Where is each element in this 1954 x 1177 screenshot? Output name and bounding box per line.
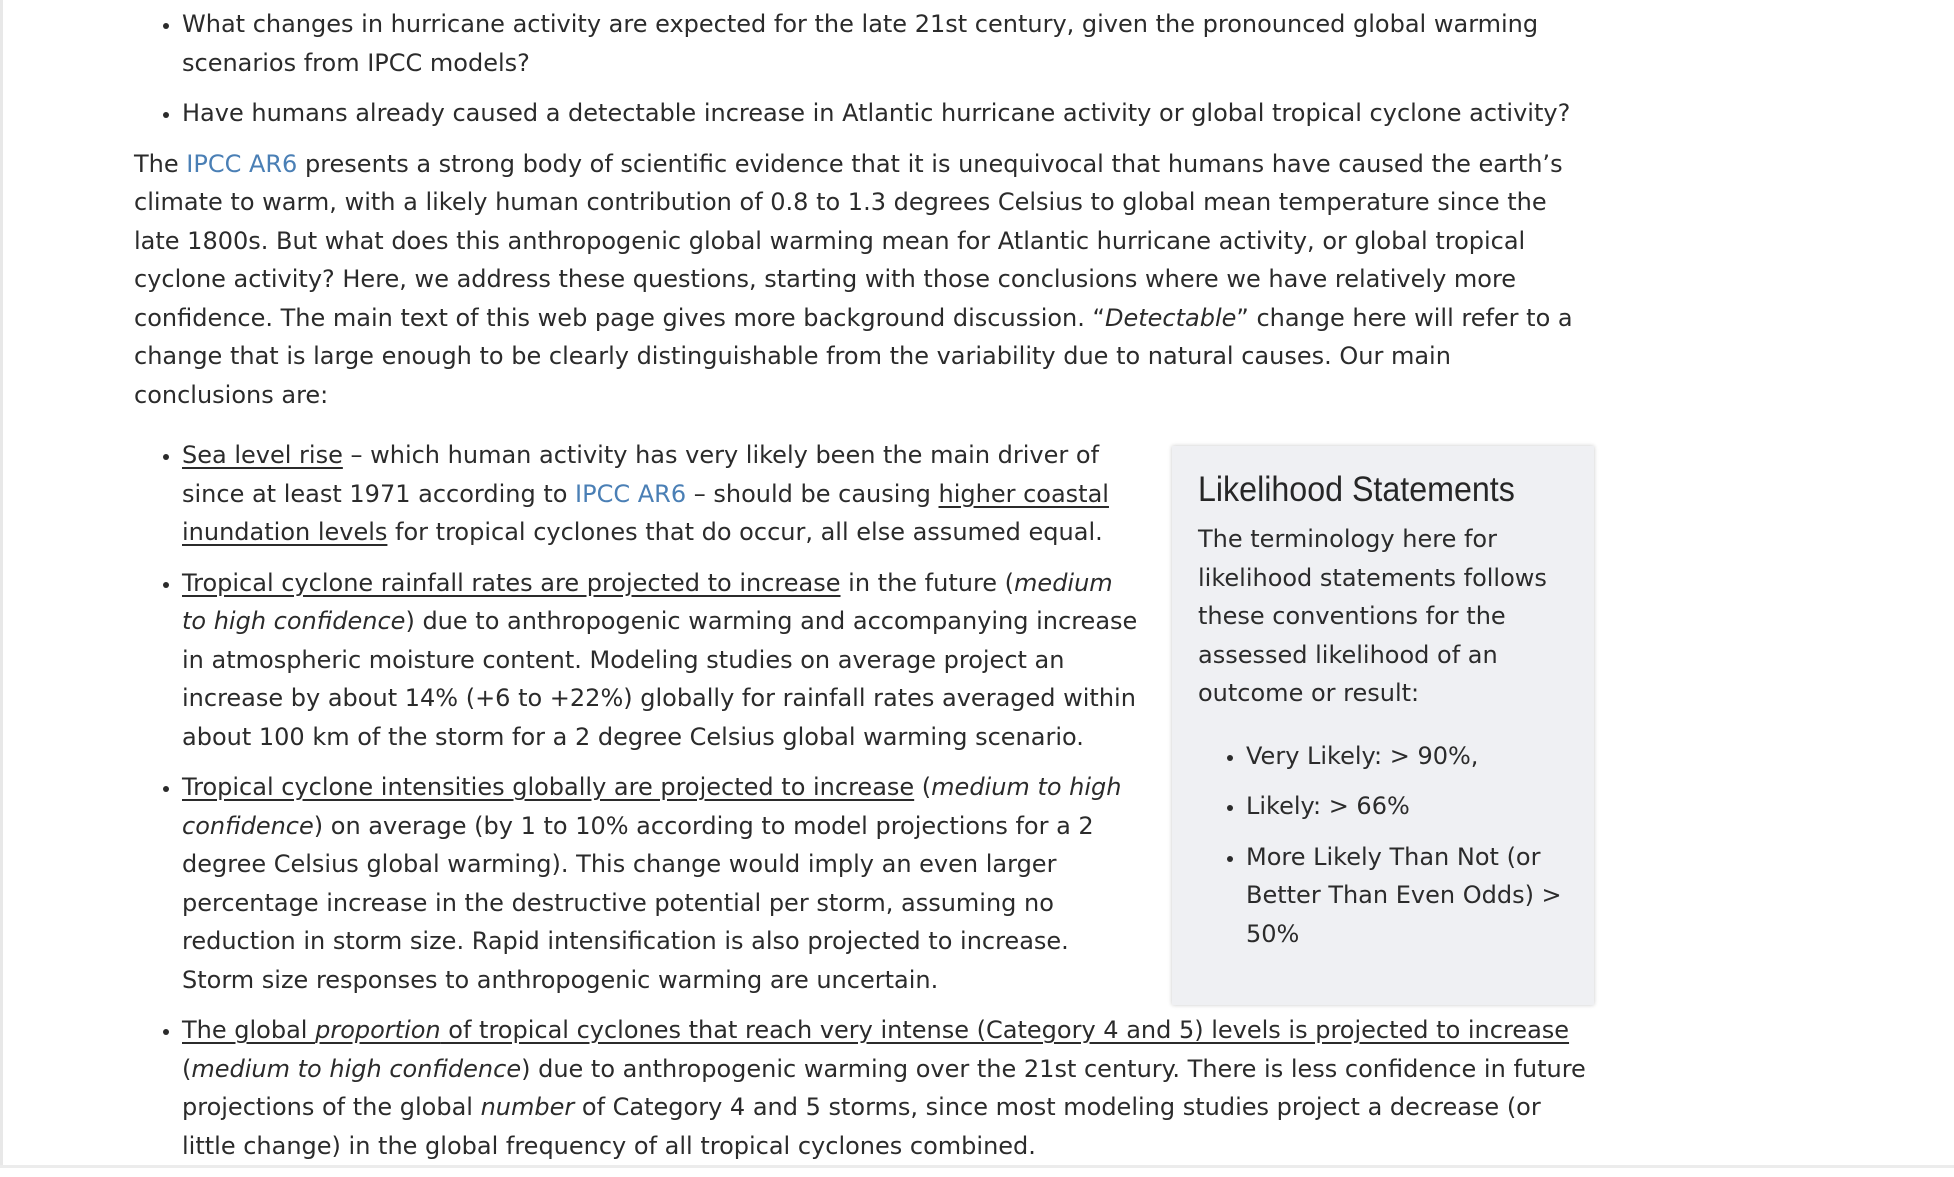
confidence-level: medium to high confidence (191, 1054, 522, 1083)
conclusion-text: ) due to anthropogenic warming over the 21st century. There is less confidence in future projections of the global (182, 1054, 1586, 1121)
sidebar-title: Likelihood Statements (1198, 470, 1515, 509)
article-content (134, 0, 1594, 1177)
likelihood-list (1198, 737, 1568, 954)
intro-text: ” change here will refer to a change that is large enough to be clearly distinguishable from the variability due to natural causes. Our main conclusions are: (134, 303, 1573, 409)
question-item: • Have humans already caused a detectable increase in Atlantic hurricane activity or global tropical cyclone activity? (182, 94, 1594, 133)
conclusion-text: – which human activity has very likely been the main driver of since at least 1971 according to (182, 441, 1100, 508)
intro-text: The (134, 149, 187, 178)
conclusion-text: ) on average (by 1 to 10% according to model projections for a 2 degree Celsius global warming). This change would imply an even larger percentage increase in the destructive potential per storm, assuming no reduction in storm size. Rapid intensification is also projected to increase. Storm size responses to anthropogenic warming are uncertain. (182, 811, 1094, 994)
conclusion-text: for tropical cyclones that do occur, all else assumed equal. (387, 518, 1103, 546)
detectable-term: Detectable (1104, 303, 1237, 332)
likelihood-item: • More Likely Than Not (or Better Than Even Odds) > 50% (1246, 838, 1568, 954)
conclusion-text: of Category 4 and 5 storms, since most modeling studies project a decrease (or little change) in the global frequency of all tropical cyclones combined. (182, 1093, 1541, 1160)
likelihood-sidebar (1172, 446, 1594, 1005)
likelihood-item: • Likely: > 66% (1246, 787, 1568, 826)
coastal-inundation-term: higher coastal inundation levels (182, 479, 1109, 546)
intensity-term: Tropical cyclone intensities globally are projected to increase (182, 773, 915, 801)
proportion-term-text: of tropical cyclones that reach very intense (Category 4 and 5) levels is projected to increase (440, 1016, 1570, 1044)
rainfall-term: Tropical cyclone rainfall rates are projected to increase (182, 568, 841, 597)
ipcc-ar6-link[interactable]: IPCC AR6 (186, 149, 298, 178)
conclusion-text: ( (914, 773, 932, 801)
intro-paragraph (134, 145, 1594, 415)
sidebar-description: The terminology here for likelihood statements follows these conventions for the assessed likelihood of an outcome or result: (1198, 525, 1547, 707)
likelihood-item: • Very Likely: > 90%, (1246, 737, 1568, 776)
conclusion-text: in the future ( (840, 568, 1015, 597)
conclusion-text: ) due to anthropogenic warming and accompanying increase in atmospheric moisture content. Modeling studies on average project an increase by about 14% (+6 to +22%) globally for rainfall rates averaged within about 100 km of the storm for a 2 degree Celsius global warming scenario. (182, 607, 1138, 751)
number-term: number (480, 1093, 575, 1121)
intro-text: presents a strong body of scientific evidence that it is unequivocal that humans have caused the earth’s climate to warm, with a likely human contribution of 0.8 to 1.3 degrees Celsius to global mean temperature since the late 1800s. But what does this anthropogenic global warming mean for Atlantic hurricane activity, or global tropical cyclone activity? Here, we address these questions, starting with those conclusions where we have relatively more confidence. The main text of this web page gives more background discussion. “ (134, 149, 1563, 332)
conclusion-proportion (182, 1011, 1594, 1165)
proportion-term (182, 1016, 1569, 1044)
proportion-term-text: The global (182, 1016, 316, 1044)
conclusion-text: – should be causing (686, 479, 939, 508)
proportion-term-italic: proportion (315, 1016, 441, 1044)
sea-level-rise-term: Sea level rise (182, 441, 343, 469)
question-list (134, 5, 1594, 133)
confidence-level: medium to high confidence (182, 773, 1122, 840)
question-item: • What changes in hurricane activity are expected for the late 21st century, given the pronounced global warming scenarios from IPCC models? (182, 5, 1594, 82)
confidence-level: medium to high confidence (182, 568, 1113, 635)
conclusion-text: ( (182, 1054, 192, 1083)
left-border (0, 0, 3, 1168)
ipcc-ar6-link[interactable]: IPCC AR6 (575, 479, 687, 508)
